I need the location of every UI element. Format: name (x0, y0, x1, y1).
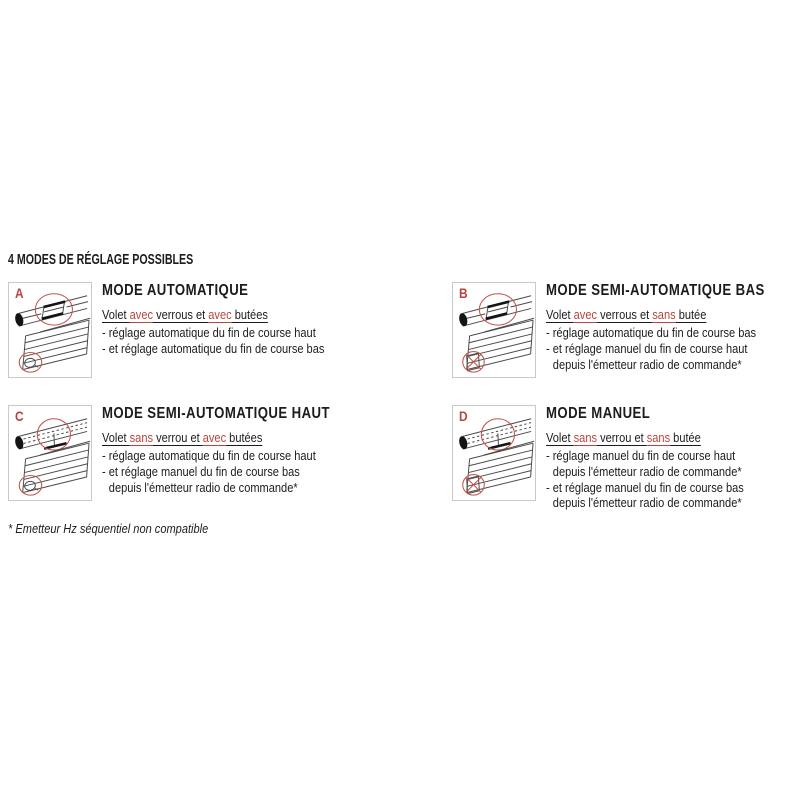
mode-description-line: - et réglage automatique du fin de course bas (102, 340, 325, 356)
mode-section-b (452, 282, 800, 402)
mode-description-line: - réglage manuel du fin de course haut (546, 448, 736, 463)
verrou-lock-icon (486, 301, 509, 319)
mode-description-line: depuis l'émetteur radio de commande* (552, 356, 742, 372)
shutter-slats (467, 318, 534, 369)
mode-letter-a: A (15, 285, 24, 301)
mode-description-line: - et réglage manuel du fin de course haut (546, 340, 748, 356)
mode-description-line: - réglage automatique du fin de course haut (102, 448, 316, 463)
mode-description-line: depuis l'émetteur radio de commande* (552, 495, 742, 511)
no-butee-icon (463, 475, 484, 496)
mode-subtitle: Volet avec verrous et sans butée (546, 307, 707, 322)
roller-tube-icon (14, 296, 88, 327)
mode-description-line: - réglage automatique du fin de course bas (546, 325, 757, 340)
mode-section-a (8, 282, 356, 402)
mode-heading: MODE SEMI-AUTOMATIQUE BAS (546, 282, 765, 299)
verrou-lock-icon (42, 301, 65, 319)
mode-description (102, 448, 357, 495)
mode-description-line: depuis l'émetteur radio de commande* (108, 479, 298, 495)
mode-letter-c: C (15, 408, 24, 424)
mode-b-diagram-box (452, 282, 536, 378)
mode-a-diagram-box (8, 282, 92, 378)
shutter-slats (23, 318, 90, 369)
mode-description (546, 448, 800, 511)
mode-section-d (452, 405, 800, 525)
mode-heading: MODE MANUEL (546, 405, 651, 422)
mode-description-line: - et réglage manuel du fin de course bas (102, 463, 300, 479)
mode-description (546, 325, 800, 372)
mode-letter-d: D (459, 408, 468, 424)
no-butee-icon (463, 352, 484, 373)
mode-d-diagram-box (452, 405, 536, 501)
mode-subtitle: Volet avec verrous et avec butées (102, 307, 268, 322)
shutter-slats (467, 441, 534, 492)
mode-description (102, 325, 357, 357)
strap-icon (488, 433, 510, 448)
footnote: * Emetteur Hz séquentiel non compatible (8, 521, 209, 536)
roller-tube-icon (458, 296, 532, 327)
butee-stop-icon (19, 476, 41, 496)
mode-subtitle: Volet sans verrou et avec butées (102, 430, 263, 445)
mode-description-line: - et réglage manuel du fin de course bas (546, 479, 744, 495)
shutter-slats (23, 441, 90, 492)
mode-description-line: depuis l'émetteur radio de commande* (552, 463, 742, 479)
strap-icon (44, 433, 66, 448)
butee-stop-icon (19, 353, 41, 373)
mode-subtitle: Volet sans verrou et sans butée (546, 430, 701, 445)
mode-heading: MODE AUTOMATIQUE (102, 282, 249, 299)
mode-letter-b: B (459, 285, 468, 301)
mode-description-line: - réglage automatique du fin de course haut (102, 325, 316, 340)
mode-c-diagram-box (8, 405, 92, 501)
page-title: 4 MODES DE RÉGLAGE POSSIBLES (8, 251, 194, 268)
mode-section-c (8, 405, 356, 525)
mode-heading: MODE SEMI-AUTOMATIQUE HAUT (102, 405, 330, 422)
